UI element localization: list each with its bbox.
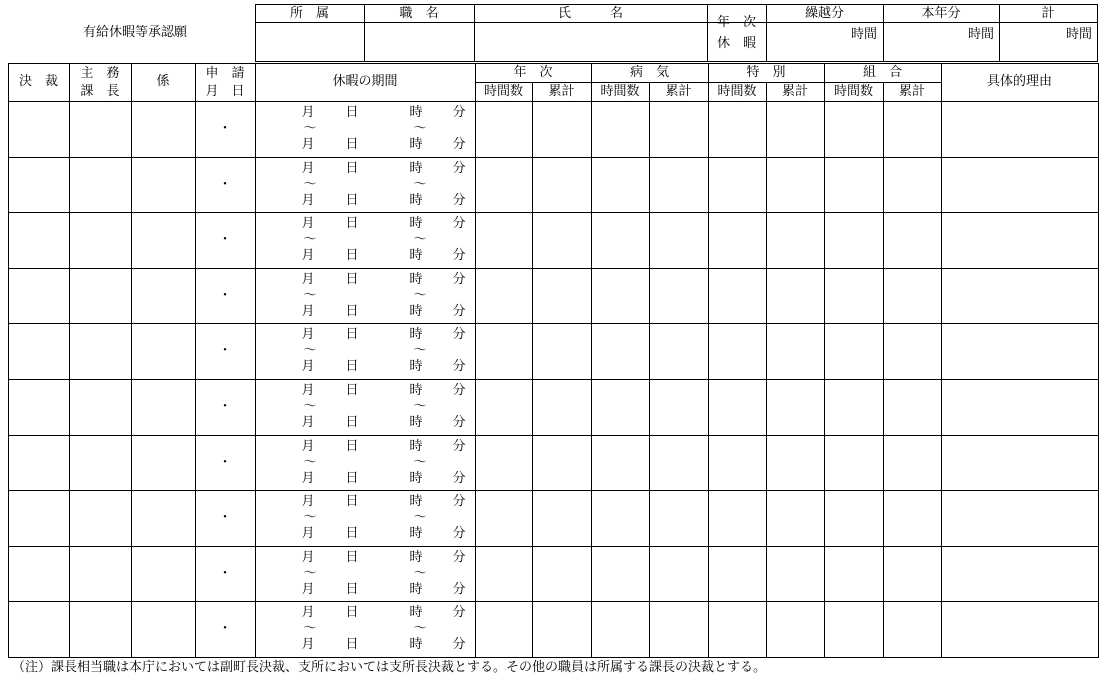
period-tilde-left: ～ <box>303 455 317 470</box>
hours-cell[interactable] <box>825 324 883 379</box>
table-column-line <box>1098 63 1099 658</box>
column-header-reason: 具体的理由 <box>986 74 1052 89</box>
period-end-day: 日 <box>345 137 359 152</box>
header-label-annual-leave: 年 次 <box>716 15 756 30</box>
subheader-hours-3: 時間数 <box>833 84 873 99</box>
hours-cell[interactable] <box>825 213 883 268</box>
hours-cell[interactable] <box>650 269 708 323</box>
hours-cell[interactable] <box>476 491 532 546</box>
column-header-special: 特 別 <box>746 65 786 80</box>
hours-cell[interactable] <box>884 324 941 379</box>
subheader-cumulative-0: 累計 <box>548 84 575 99</box>
hours-cell[interactable] <box>884 380 941 435</box>
chief-cell[interactable] <box>70 436 131 490</box>
hours-cell[interactable] <box>476 269 532 323</box>
period-end-hour: 時 <box>409 526 423 541</box>
period-tilde-right: ～ <box>413 621 427 636</box>
hours-cell[interactable] <box>650 213 708 268</box>
period-end-day: 日 <box>345 248 359 263</box>
period-end-day: 日 <box>345 582 359 597</box>
hours-cell[interactable] <box>767 158 824 212</box>
period-start-month: 月 <box>301 327 315 342</box>
column-header-sick: 病 気 <box>629 65 669 80</box>
hours-cell[interactable] <box>533 158 591 212</box>
period-tilde-left: ～ <box>303 399 317 414</box>
reason-cell[interactable] <box>942 436 1098 490</box>
period-end-month: 月 <box>301 193 315 208</box>
hours-cell[interactable] <box>709 324 766 379</box>
hours-cell[interactable] <box>767 436 824 490</box>
hours-cell[interactable] <box>884 547 941 601</box>
period-tilde-right: ～ <box>413 399 427 414</box>
hours-cell[interactable] <box>709 491 766 546</box>
hours-cell[interactable] <box>650 158 708 212</box>
period-tilde-left: ～ <box>303 621 317 636</box>
period-end-day: 日 <box>345 359 359 374</box>
header-label-total: 計 <box>1041 6 1055 21</box>
hours-cell[interactable] <box>650 436 708 490</box>
application-date-separator: ・ <box>218 510 232 525</box>
hours-cell[interactable] <box>884 436 941 490</box>
hours-cell[interactable] <box>767 269 824 323</box>
period-tilde-right: ～ <box>413 455 427 470</box>
hours-cell[interactable] <box>650 324 708 379</box>
period-start-day: 日 <box>345 439 359 454</box>
form-title: 有給休暇等承認願 <box>82 25 187 40</box>
hours-cell[interactable] <box>884 602 941 657</box>
decision-cell[interactable] <box>9 213 69 268</box>
period-end-hour: 時 <box>409 248 423 263</box>
period-end-month: 月 <box>301 526 315 541</box>
subheader-hours-1: 時間数 <box>600 84 640 99</box>
period-end-minute: 分 <box>452 248 466 263</box>
hours-cell[interactable] <box>767 380 824 435</box>
period-end-minute: 分 <box>452 359 466 374</box>
period-tilde-left: ～ <box>303 343 317 358</box>
header-label-current-year: 本年分 <box>921 6 961 21</box>
table-top-line <box>8 63 1099 64</box>
header-label-carryover: 繰越分 <box>804 6 844 21</box>
period-start-month: 月 <box>301 216 315 231</box>
hours-cell[interactable] <box>825 491 883 546</box>
period-start-minute: 分 <box>452 550 466 565</box>
period-start-minute: 分 <box>452 605 466 620</box>
hours-cell[interactable] <box>825 436 883 490</box>
period-start-minute: 分 <box>452 383 466 398</box>
period-end-hour: 時 <box>409 193 423 208</box>
period-start-month: 月 <box>301 494 315 509</box>
hours-cell[interactable] <box>767 102 824 157</box>
period-end-month: 月 <box>301 415 315 430</box>
hours-cell[interactable] <box>476 602 532 657</box>
period-end-minute: 分 <box>452 193 466 208</box>
chief-cell[interactable] <box>70 324 131 379</box>
period-end-hour: 時 <box>409 471 423 486</box>
application-date-cell[interactable] <box>196 158 255 212</box>
period-end-day: 日 <box>345 193 359 208</box>
period-end-day: 日 <box>345 415 359 430</box>
leave-period-cell[interactable] <box>256 547 475 601</box>
position-field[interactable] <box>365 23 474 61</box>
reason-cell[interactable] <box>942 324 1098 379</box>
name-field[interactable] <box>475 23 707 61</box>
hours-cell[interactable] <box>709 380 766 435</box>
period-start-minute: 分 <box>452 105 466 120</box>
leave-period-cell[interactable] <box>256 269 475 323</box>
hours-cell[interactable] <box>825 380 883 435</box>
hours-cell[interactable] <box>533 102 591 157</box>
hours-cell[interactable] <box>767 602 824 657</box>
period-tilde-right: ～ <box>413 121 427 136</box>
leave-period-cell[interactable] <box>256 602 475 657</box>
period-start-minute: 分 <box>452 439 466 454</box>
period-start-day: 日 <box>345 161 359 176</box>
application-date-cell[interactable] <box>196 602 255 657</box>
application-date-cell[interactable] <box>196 491 255 546</box>
decision-cell[interactable] <box>9 547 69 601</box>
period-end-month: 月 <box>301 471 315 486</box>
hours-cell[interactable] <box>825 269 883 323</box>
hours-cell[interactable] <box>825 547 883 601</box>
hours-cell[interactable] <box>709 158 766 212</box>
period-start-day: 日 <box>345 105 359 120</box>
period-end-hour: 時 <box>409 637 423 652</box>
staff-cell[interactable] <box>132 491 195 546</box>
hours-cell[interactable] <box>533 380 591 435</box>
current-year-hours-field[interactable] <box>884 23 999 61</box>
period-start-hour: 時 <box>409 550 423 565</box>
period-end-day: 日 <box>345 471 359 486</box>
period-end-hour: 時 <box>409 137 423 152</box>
reason-cell[interactable] <box>942 213 1098 268</box>
footnote: （注）課長相当職は本庁においては副町長決裁、支所においては支所長決裁とする。その他の職員は所属する課長の決裁とする。 <box>12 660 767 675</box>
hours-cell[interactable] <box>476 102 532 157</box>
subheader-cumulative-3: 累計 <box>898 84 925 99</box>
period-start-day: 日 <box>345 494 359 509</box>
header-label-annual-leave-2: 休 暇 <box>716 36 756 51</box>
hours-cell[interactable] <box>533 436 591 490</box>
reason-cell[interactable] <box>942 269 1098 323</box>
hours-cell[interactable] <box>709 269 766 323</box>
leave-period-cell[interactable] <box>256 380 475 435</box>
hours-cell[interactable] <box>533 324 591 379</box>
table-row-line <box>8 657 1099 658</box>
period-tilde-right: ～ <box>413 510 427 525</box>
hours-cell[interactable] <box>767 547 824 601</box>
period-start-minute: 分 <box>452 216 466 231</box>
period-start-month: 月 <box>301 383 315 398</box>
application-date-cell[interactable] <box>196 324 255 379</box>
period-tilde-left: ～ <box>303 121 317 136</box>
hours-cell[interactable] <box>476 213 532 268</box>
column-header-annual: 年 次 <box>513 65 553 80</box>
application-date-cell[interactable] <box>196 213 255 268</box>
application-date-cell[interactable] <box>196 547 255 601</box>
hours-cell[interactable] <box>825 102 883 157</box>
period-tilde-right: ～ <box>413 177 427 192</box>
total-hours-field[interactable] <box>1000 23 1097 61</box>
hours-cell[interactable] <box>533 491 591 546</box>
reason-cell[interactable] <box>942 547 1098 601</box>
period-start-day: 日 <box>345 550 359 565</box>
leave-period-cell[interactable] <box>256 158 475 212</box>
period-end-minute: 分 <box>452 582 466 597</box>
application-date-separator: ・ <box>218 399 232 414</box>
chief-cell[interactable] <box>70 102 131 157</box>
application-date-separator: ・ <box>218 343 232 358</box>
chief-cell[interactable] <box>70 547 131 601</box>
application-date-cell[interactable] <box>196 436 255 490</box>
period-end-month: 月 <box>301 359 315 374</box>
period-start-hour: 時 <box>409 327 423 342</box>
hours-cell[interactable] <box>884 213 941 268</box>
hours-cell[interactable] <box>709 547 766 601</box>
reason-cell[interactable] <box>942 102 1098 157</box>
period-end-minute: 分 <box>452 526 466 541</box>
leave-period-cell[interactable] <box>256 436 475 490</box>
period-tilde-right: ～ <box>413 343 427 358</box>
period-start-month: 月 <box>301 439 315 454</box>
staff-cell[interactable] <box>132 158 195 212</box>
leave-period-cell[interactable] <box>256 213 475 268</box>
header-bottom-line <box>255 61 1098 62</box>
period-tilde-left: ～ <box>303 566 317 581</box>
decision-cell[interactable] <box>9 491 69 546</box>
header-label-affiliation: 所 属 <box>289 6 329 21</box>
hours-cell[interactable] <box>767 491 824 546</box>
period-end-hour: 時 <box>409 304 423 319</box>
staff-cell[interactable] <box>132 269 195 323</box>
period-start-minute: 分 <box>452 272 466 287</box>
hours-cell[interactable] <box>592 602 649 657</box>
column-header-union: 組 合 <box>862 65 902 80</box>
hours-cell[interactable] <box>476 436 532 490</box>
chief-cell[interactable] <box>70 269 131 323</box>
application-date-separator: ・ <box>218 566 232 581</box>
hours-unit-total: 時間 <box>1065 27 1092 42</box>
hours-cell[interactable] <box>592 436 649 490</box>
subheader-cumulative-1: 累計 <box>665 84 692 99</box>
hours-cell[interactable] <box>767 324 824 379</box>
header-top-line <box>255 4 1098 5</box>
period-end-day: 日 <box>345 526 359 541</box>
period-start-month: 月 <box>301 605 315 620</box>
column-header-application-1: 申 請 <box>205 66 245 81</box>
period-start-day: 日 <box>345 383 359 398</box>
header-column-line <box>1097 4 1098 62</box>
hours-cell[interactable] <box>825 602 883 657</box>
period-start-minute: 分 <box>452 161 466 176</box>
application-date-separator: ・ <box>218 232 232 247</box>
decision-cell[interactable] <box>9 436 69 490</box>
staff-cell[interactable] <box>132 102 195 157</box>
reason-cell[interactable] <box>942 491 1098 546</box>
hours-cell[interactable] <box>884 491 941 546</box>
period-end-hour: 時 <box>409 582 423 597</box>
staff-cell[interactable] <box>132 602 195 657</box>
period-end-day: 日 <box>345 304 359 319</box>
hours-cell[interactable] <box>650 602 708 657</box>
header-label-position: 職 名 <box>399 6 439 21</box>
hours-cell[interactable] <box>825 158 883 212</box>
decision-cell[interactable] <box>9 269 69 323</box>
period-start-hour: 時 <box>409 494 423 509</box>
period-start-day: 日 <box>345 327 359 342</box>
hours-cell[interactable] <box>709 436 766 490</box>
decision-cell[interactable] <box>9 380 69 435</box>
period-end-month: 月 <box>301 582 315 597</box>
hours-cell[interactable] <box>884 158 941 212</box>
hours-cell[interactable] <box>650 491 708 546</box>
period-end-minute: 分 <box>452 471 466 486</box>
hours-cell[interactable] <box>592 380 649 435</box>
period-tilde-left: ～ <box>303 232 317 247</box>
period-start-minute: 分 <box>452 327 466 342</box>
period-start-hour: 時 <box>409 605 423 620</box>
hours-cell[interactable] <box>884 102 941 157</box>
reason-cell[interactable] <box>942 158 1098 212</box>
application-date-cell[interactable] <box>196 269 255 323</box>
period-start-day: 日 <box>345 216 359 231</box>
period-end-month: 月 <box>301 637 315 652</box>
hours-cell[interactable] <box>533 269 591 323</box>
period-end-minute: 分 <box>452 137 466 152</box>
hours-cell[interactable] <box>709 602 766 657</box>
period-end-month: 月 <box>301 248 315 263</box>
hours-cell[interactable] <box>592 158 649 212</box>
period-end-month: 月 <box>301 304 315 319</box>
column-header-chief-1: 主 務 <box>80 66 120 81</box>
period-tilde-right: ～ <box>413 566 427 581</box>
period-start-month: 月 <box>301 161 315 176</box>
decision-cell[interactable] <box>9 324 69 379</box>
leave-period-cell[interactable] <box>256 491 475 546</box>
period-end-minute: 分 <box>452 415 466 430</box>
period-start-hour: 時 <box>409 272 423 287</box>
hours-cell[interactable] <box>476 158 532 212</box>
hours-unit-carryover: 時間 <box>850 27 877 42</box>
period-start-month: 月 <box>301 550 315 565</box>
period-start-day: 日 <box>345 272 359 287</box>
application-date-separator: ・ <box>218 621 232 636</box>
hours-cell[interactable] <box>592 102 649 157</box>
period-start-month: 月 <box>301 105 315 120</box>
chief-cell[interactable] <box>70 158 131 212</box>
hours-unit-current-year: 時間 <box>967 27 994 42</box>
column-header-decision: 決 裁 <box>18 74 58 89</box>
hours-cell[interactable] <box>476 324 532 379</box>
chief-cell[interactable] <box>70 602 131 657</box>
leave-period-cell[interactable] <box>256 324 475 379</box>
period-tilde-left: ～ <box>303 510 317 525</box>
hours-cell[interactable] <box>592 324 649 379</box>
application-date-cell[interactable] <box>196 380 255 435</box>
period-start-hour: 時 <box>409 105 423 120</box>
staff-cell[interactable] <box>132 213 195 268</box>
subheader-hours-2: 時間数 <box>717 84 757 99</box>
hours-cell[interactable] <box>650 547 708 601</box>
application-date-cell[interactable] <box>196 102 255 157</box>
chief-cell[interactable] <box>70 380 131 435</box>
column-header-staff: 係 <box>156 74 170 89</box>
hours-cell[interactable] <box>476 547 532 601</box>
reason-cell[interactable] <box>942 602 1098 657</box>
chief-cell[interactable] <box>70 491 131 546</box>
period-start-day: 日 <box>345 605 359 620</box>
application-date-separator: ・ <box>218 121 232 136</box>
period-tilde-right: ～ <box>413 232 427 247</box>
period-end-minute: 分 <box>452 304 466 319</box>
staff-cell[interactable] <box>132 324 195 379</box>
staff-cell[interactable] <box>132 380 195 435</box>
column-header-application-2: 月 日 <box>205 84 245 99</box>
period-start-hour: 時 <box>409 383 423 398</box>
hours-cell[interactable] <box>533 602 591 657</box>
period-start-month: 月 <box>301 272 315 287</box>
period-tilde-left: ～ <box>303 288 317 303</box>
period-end-day: 日 <box>345 637 359 652</box>
period-tilde-left: ～ <box>303 177 317 192</box>
header-column-line <box>707 4 708 62</box>
hours-cell[interactable] <box>592 213 649 268</box>
hours-cell[interactable] <box>767 213 824 268</box>
chief-cell[interactable] <box>70 213 131 268</box>
period-start-hour: 時 <box>409 439 423 454</box>
hours-cell[interactable] <box>533 213 591 268</box>
reason-cell[interactable] <box>942 380 1098 435</box>
carryover-hours-field[interactable] <box>767 23 883 61</box>
hours-cell[interactable] <box>476 380 532 435</box>
subheader-cumulative-2: 累計 <box>781 84 808 99</box>
staff-cell[interactable] <box>132 436 195 490</box>
leave-period-cell[interactable] <box>256 102 475 157</box>
hours-cell[interactable] <box>592 547 649 601</box>
hours-cell[interactable] <box>592 269 649 323</box>
decision-cell[interactable] <box>9 602 69 657</box>
period-end-month: 月 <box>301 137 315 152</box>
column-header-chief-2: 課 長 <box>80 84 120 99</box>
period-end-minute: 分 <box>452 637 466 652</box>
column-header-leave-period: 休暇の期間 <box>332 74 398 89</box>
hours-cell[interactable] <box>709 213 766 268</box>
period-start-hour: 時 <box>409 161 423 176</box>
hours-cell[interactable] <box>709 102 766 157</box>
period-tilde-right: ～ <box>413 288 427 303</box>
header-label-name: 氏 名 <box>557 6 623 21</box>
hours-cell[interactable] <box>884 269 941 323</box>
period-end-hour: 時 <box>409 359 423 374</box>
affiliation-field[interactable] <box>256 23 364 61</box>
hours-cell[interactable] <box>533 547 591 601</box>
application-date-separator: ・ <box>218 288 232 303</box>
decision-cell[interactable] <box>9 102 69 157</box>
decision-cell[interactable] <box>9 158 69 212</box>
application-date-separator: ・ <box>218 455 232 470</box>
application-date-separator: ・ <box>218 177 232 192</box>
subheader-hours-0: 時間数 <box>483 84 523 99</box>
hours-cell[interactable] <box>650 102 708 157</box>
period-start-minute: 分 <box>452 494 466 509</box>
period-end-hour: 時 <box>409 415 423 430</box>
hours-cell[interactable] <box>650 380 708 435</box>
staff-cell[interactable] <box>132 547 195 601</box>
hours-cell[interactable] <box>592 491 649 546</box>
period-start-hour: 時 <box>409 216 423 231</box>
